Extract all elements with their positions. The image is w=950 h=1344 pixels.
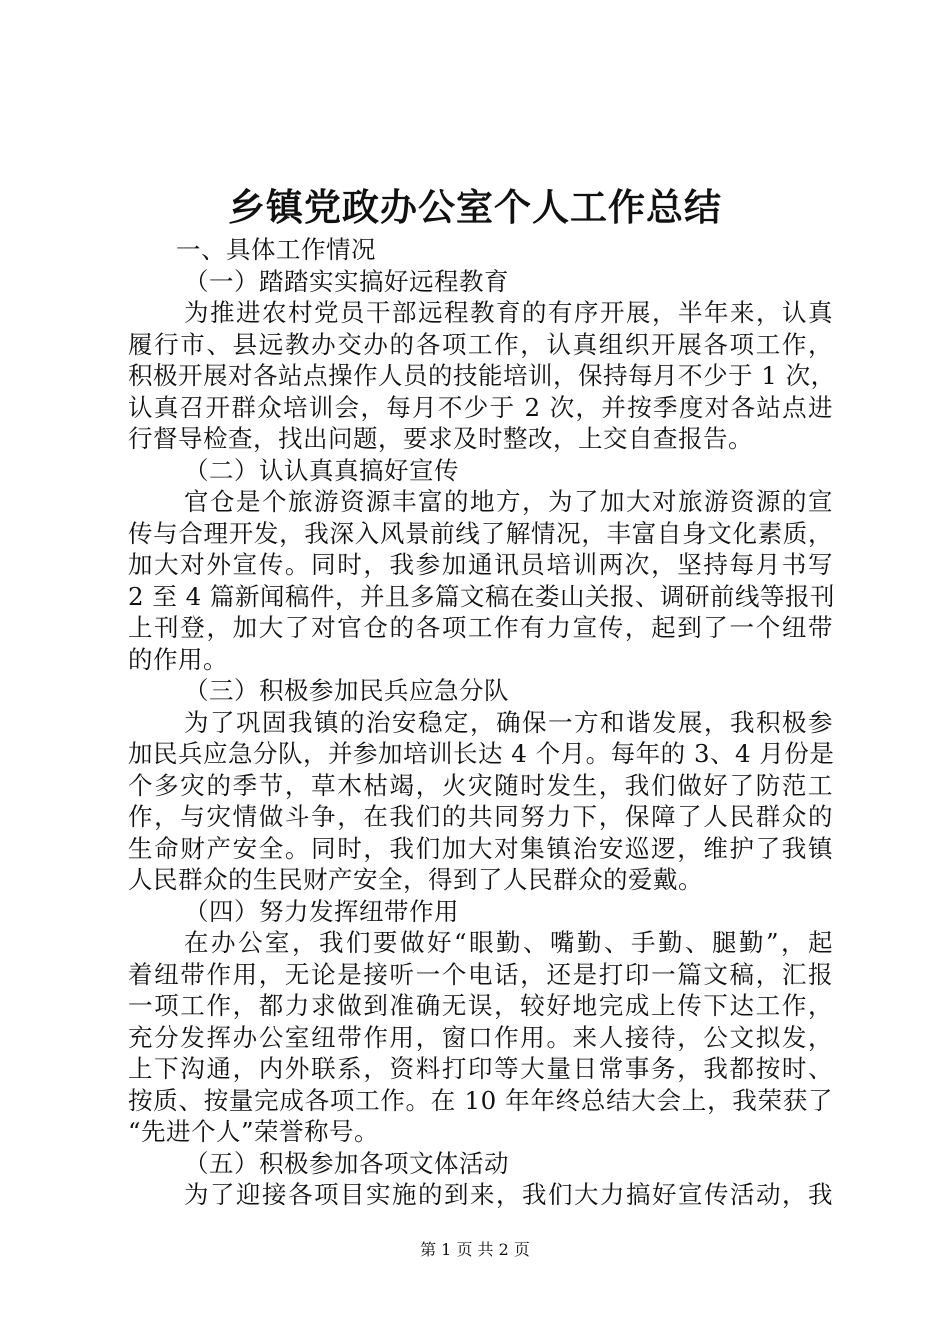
document-title: 乡镇党政办公室个人工作总结 [228, 185, 722, 229]
paragraph-line: 按质、按量完成各项工作。在 10 年年终总结大会上，我荣获了 [128, 1085, 833, 1115]
paragraph-line: 加大对外宣传。同时，我参加通讯员培训两次，坚持每月书写 [128, 550, 833, 579]
paragraph-line: 认真召开群众培训会，每月不少于 2 次，并按季度对各站点进 [128, 392, 833, 422]
subsection-heading: （三）积极参加民兵应急分队 [184, 676, 509, 705]
subsection-heading: （一）踏踏实实搞好远程教育 [184, 266, 509, 296]
paragraph-line: 个多灾的季节，草木枯竭，火灾随时发生，我们做好了防范工 [128, 770, 833, 800]
paragraph-line: 一项工作，都力求做到准确无误，较好地完成上传下达工作， [128, 991, 833, 1020]
paragraph-line: 积极开展对各站点操作人员的技能培训，保持每月不少于 1 次， [128, 361, 836, 390]
subsection-heading: （四）努力发挥纽带作用 [184, 896, 459, 926]
paragraph-line: 的作用。 [128, 644, 228, 674]
paragraph-line: 2 至 4 篇新闻稿件，并且多篇文稿在娄山关报、调研前线等报刊 [128, 581, 836, 611]
paragraph-line: 为推进农村党员干部远程教育的有序开展，半年来，认真 [184, 298, 833, 327]
subsection-heading: （二）认认真真搞好宣传 [184, 455, 459, 485]
paragraph-line: 上刊登，加大了对官仓的各项工作有力宣传，起到了一个纽带 [128, 613, 833, 642]
paragraph-line: 人民群众的生民财产安全，得到了人民群众的爱戴。 [128, 865, 703, 894]
paragraph-line: 加民兵应急分队，并参加培训长达 4 个月。每年的 3、4 月份是 [128, 739, 835, 768]
document-body [128, 234, 836, 1211]
paragraph-line: 着纽带作用，无论是接听一个电话，还是打印一篇文稿，汇报 [128, 959, 833, 989]
subsection-heading: （五）积极参加各项文体活动 [184, 1148, 509, 1178]
paragraph-line: 作，与灾情做斗争，在我们的共同努力下，保障了人民群众的 [128, 802, 833, 831]
paragraph-line: 生命财产安全。同时，我们加大对集镇治安巡逻，维护了我镇 [128, 833, 833, 863]
paragraph-line: 为了巩固我镇的治安稳定，确保一方和谐发展，我积极参 [184, 707, 833, 737]
paragraph-line: 传与合理开发，我深入风景前线了解情况，丰富自身文化素质， [128, 518, 833, 548]
page-footer: 第 1 页 共 2 页 [420, 1240, 530, 1259]
paragraph-line: 为了迎接各项目实施的到来，我们大力搞好宣传活动，我 [184, 1180, 833, 1209]
paragraph-line: “先进个人”荣誉称号。 [128, 1117, 380, 1146]
section-heading: 一、具体工作情况 [176, 235, 376, 264]
paragraph-line: 上下沟通，内外联系，资料打印等大量日常事务，我都按时、 [128, 1054, 833, 1083]
paragraph-line: 充分发挥办公室纽带作用，窗口作用。来人接待，公文拟发， [128, 1022, 833, 1052]
paragraph-line: 在办公室，我们要做好“眼勤、嘴勤、手勤、腿勤”，起 [184, 928, 833, 957]
paragraph-line: 行督导检查，找出问题，要求及时整改，上交自查报告。 [128, 424, 753, 453]
paragraph-line: 履行市、县远教办交办的各项工作，认真组织开展各项工作， [128, 329, 833, 359]
paragraph-line: 官仓是个旅游资源丰富的地方，为了加大对旅游资源的宣 [184, 487, 833, 516]
